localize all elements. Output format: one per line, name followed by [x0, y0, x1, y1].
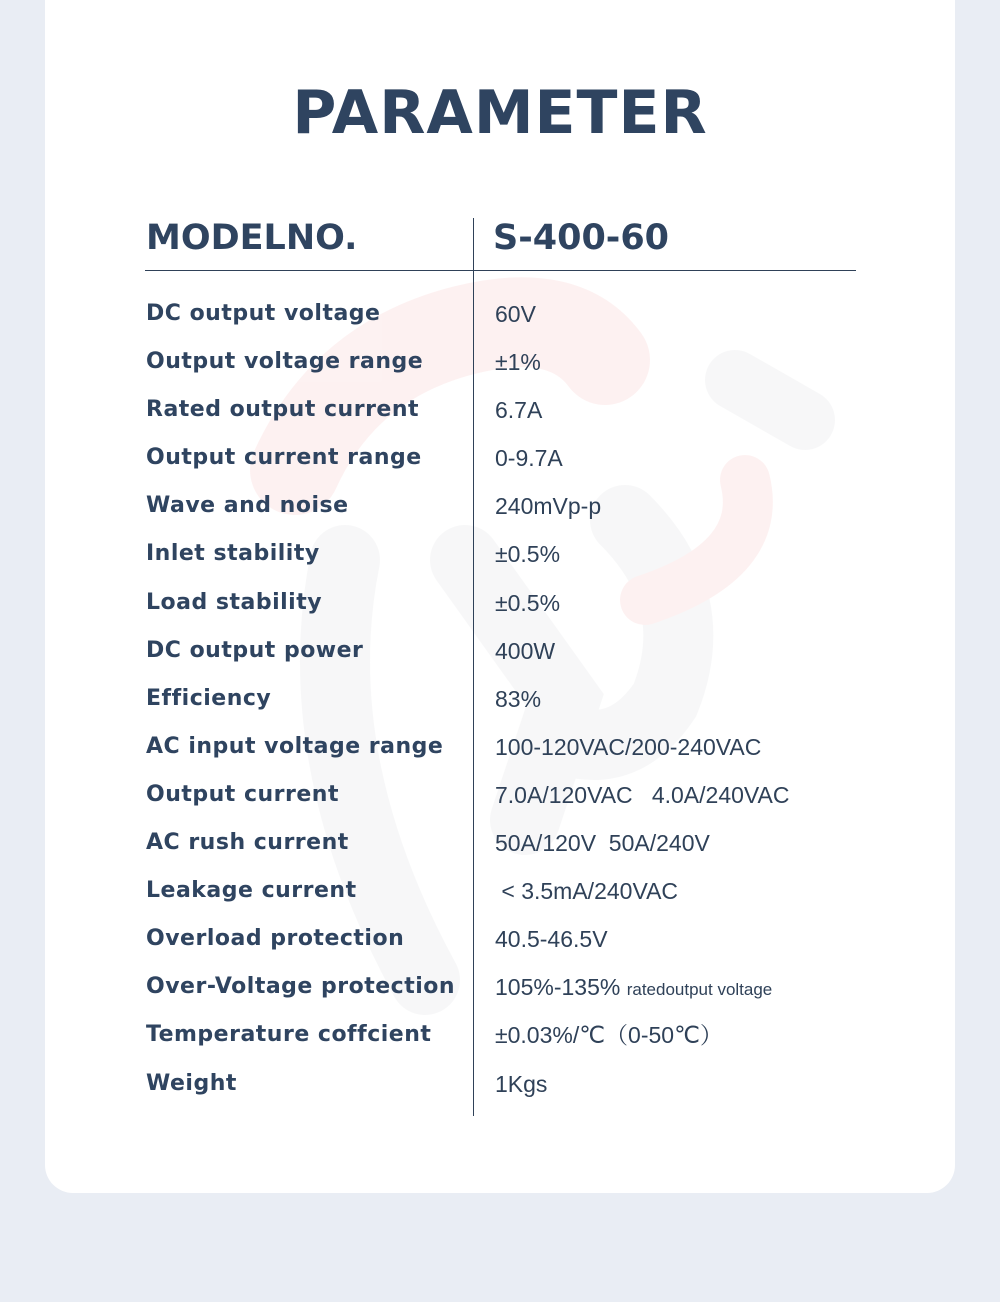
spec-value	[495, 963, 772, 1014]
spec-row	[45, 434, 955, 482]
spec-label: Over-Voltage protection	[146, 974, 456, 1000]
spec-value: 100-120VAC/200-240VAC	[495, 733, 762, 760]
spec-row	[45, 386, 955, 434]
header-divider	[145, 270, 856, 271]
spec-row	[45, 627, 955, 675]
spec-row	[45, 1060, 955, 1108]
spec-row	[45, 771, 955, 819]
spec-row	[45, 1011, 955, 1059]
page-title: PARAMETER	[292, 78, 708, 148]
spec-row	[45, 963, 955, 1011]
spec-value: ±0.5%	[495, 541, 561, 568]
spec-value: 1Kgs	[495, 1070, 548, 1097]
spec-label: Temperature coffcient	[146, 1022, 432, 1048]
model-header-label: MODELNO.	[146, 218, 358, 258]
spec-row	[45, 867, 955, 915]
spec-label: Wave and noise	[146, 493, 349, 519]
spec-label: Leakage current	[146, 878, 357, 904]
spec-label: Weight	[146, 1070, 237, 1096]
spec-value: 0-9.7A	[495, 445, 563, 472]
spec-row	[45, 579, 955, 627]
spec-label: Output current	[146, 781, 339, 807]
spec-value: 7.0A/120VAC 4.0A/240VAC	[495, 781, 790, 808]
spec-label: AC input voltage range	[146, 733, 444, 759]
spec-value: ±0.03%/℃（0-50℃）	[495, 1022, 723, 1049]
spec-value: 240mVp-p	[495, 493, 602, 520]
spec-row	[45, 819, 955, 867]
spec-value: 50A/120V 50A/240V	[495, 830, 710, 857]
spec-value: 6.7A	[495, 397, 543, 424]
spec-label: Efficiency	[146, 685, 272, 711]
spec-row	[45, 915, 955, 963]
parameter-card	[45, 0, 955, 1193]
spec-value: 400W	[495, 637, 556, 664]
spec-label: Overload protection	[146, 926, 405, 952]
spec-value: 40.5-46.5V	[495, 926, 608, 953]
spec-value: 60V	[495, 301, 536, 327]
spec-value-note: ratedoutput voltage	[626, 980, 773, 1000]
spec-label: Output voltage range	[146, 349, 424, 375]
spec-row	[45, 290, 955, 338]
spec-label: Inlet stability	[146, 541, 320, 567]
spec-row	[45, 338, 955, 386]
spec-label: DC output voltage	[146, 301, 381, 326]
spec-row	[45, 723, 955, 771]
spec-label: AC rush current	[146, 830, 349, 856]
spec-value: 83%	[495, 685, 542, 712]
spec-value: ±1%	[495, 349, 541, 376]
spec-table	[45, 290, 955, 1108]
spec-value-main: 105%-135%	[495, 974, 627, 1001]
spec-label: Output current range	[146, 445, 422, 471]
spec-row	[45, 482, 955, 530]
spec-label: DC output power	[146, 637, 364, 663]
spec-label: Rated output current	[146, 397, 420, 423]
model-header-value: S-400-60	[493, 218, 670, 258]
spec-row	[45, 530, 955, 578]
spec-value: ±0.5%	[495, 589, 561, 616]
spec-label: Load stability	[146, 589, 323, 615]
spec-row	[45, 675, 955, 723]
spec-value: < 3.5mA/240VAC	[495, 878, 679, 905]
